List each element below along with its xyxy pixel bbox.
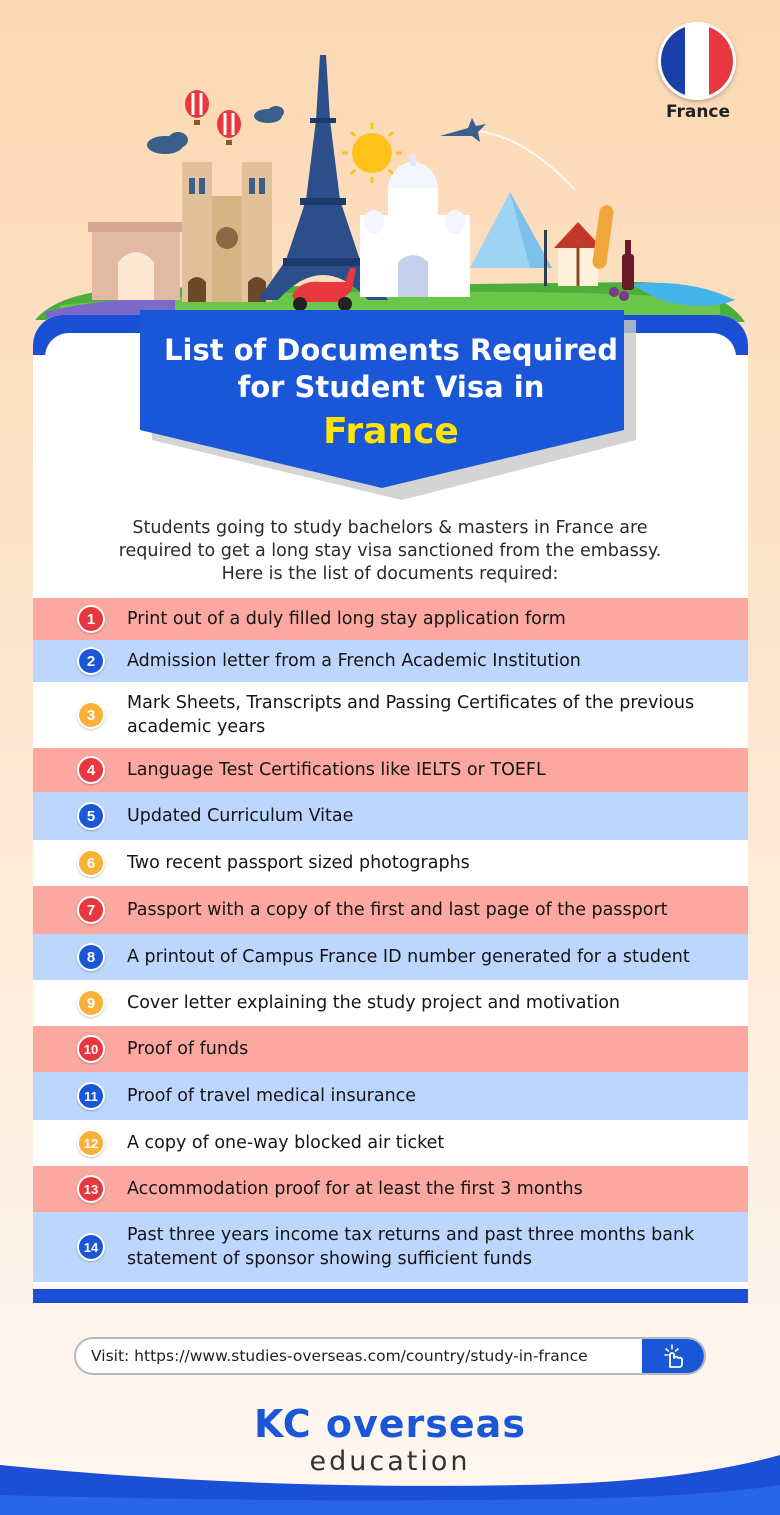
visit-button[interactable] <box>642 1337 704 1375</box>
hand-pointer-icon <box>661 1343 685 1369</box>
list-number-badge: 6 <box>77 849 105 877</box>
lamp-post <box>544 230 547 286</box>
list-item-text: Proof of funds <box>127 1039 249 1059</box>
list-item-text: Proof of travel medical insurance <box>127 1086 417 1106</box>
list-item <box>33 598 748 640</box>
title-text <box>140 332 642 458</box>
cloud-icon <box>147 106 284 154</box>
list-item-text: Cover letter explaining the study project and motivation <box>127 993 621 1013</box>
sacre-coeur <box>360 154 470 297</box>
list-item <box>33 1120 748 1166</box>
intro-line-3: Here is the list of documents required: <box>221 564 559 584</box>
list-item-text: Admission letter from a French Academic Institution <box>127 651 581 671</box>
notre-dame <box>182 162 272 302</box>
flag-blue-stripe <box>661 25 685 97</box>
list-number-badge: 5 <box>77 802 105 830</box>
list-item <box>33 1166 748 1212</box>
intro-line-1: Students going to study bachelors & masters in France are <box>132 518 648 538</box>
list-number-badge: 4 <box>77 756 105 784</box>
list-item-text: Print out of a duly filled long stay application form <box>127 609 566 629</box>
list-item <box>33 934 748 980</box>
list-number-badge: 12 <box>77 1129 105 1157</box>
arc-de-triomphe <box>88 222 184 300</box>
flag-red-stripe <box>709 25 733 97</box>
louvre-pyramid <box>470 192 552 268</box>
list-item-text: A printout of Campus France ID number generated for a student <box>127 947 690 967</box>
list-item <box>33 792 748 840</box>
title-country: France <box>323 411 459 452</box>
list-number-badge: 2 <box>77 647 105 675</box>
list-number-badge: 14 <box>77 1233 105 1261</box>
list-item <box>33 1026 748 1072</box>
list-item-text: Updated Curriculum Vitae <box>127 806 354 826</box>
footer-wave <box>0 1455 780 1515</box>
list-item <box>33 640 748 682</box>
list-item <box>33 980 748 1026</box>
intro-line-2: required to get a long stay visa sanctioned from the embassy. <box>118 541 662 561</box>
list-number-badge: 8 <box>77 943 105 971</box>
logo-brand: KC overseas <box>254 1402 526 1446</box>
list-item <box>33 1212 748 1282</box>
intro-paragraph <box>60 517 720 586</box>
list-item-text: Past three years income tax returns and past three months bank statement of sponsor showing sufficient funds <box>127 1225 695 1269</box>
list-item-text: Language Test Certifications like IELTS or TOEFL <box>127 760 546 780</box>
list-number-badge: 1 <box>77 605 105 633</box>
card-bottom-bar <box>33 1289 748 1303</box>
france-flag-badge <box>658 22 738 122</box>
list-number-badge: 7 <box>77 896 105 924</box>
visit-link-bar[interactable] <box>74 1337 706 1375</box>
list-item-text: Mark Sheets, Transcripts and Passing Certificates of the previous academic years <box>127 693 695 737</box>
list-item <box>33 1072 748 1120</box>
list-item <box>33 840 748 886</box>
list-item-text: Accommodation proof for at least the first 3 months <box>127 1179 583 1199</box>
document-list <box>33 598 748 1282</box>
list-number-badge: 3 <box>77 701 105 729</box>
france-flag-icon <box>658 22 736 100</box>
hot-air-balloon-icon <box>185 90 241 145</box>
list-item-text: Two recent passport sized photographs <box>127 853 470 873</box>
list-item-text: A copy of one-way blocked air ticket <box>127 1133 445 1153</box>
flag-label: France <box>665 102 731 122</box>
list-number-badge: 10 <box>77 1035 105 1063</box>
visit-url-text[interactable]: Visit: https://www.studies-overseas.com/country/study-in-france <box>91 1347 588 1365</box>
flag-white-stripe <box>685 25 709 97</box>
list-item <box>33 886 748 934</box>
list-item <box>33 748 748 792</box>
airplane-icon <box>440 118 575 190</box>
title-line-2: for Student Visa in <box>237 370 545 404</box>
list-item-text: Passport with a copy of the first and last page of the passport <box>127 900 668 920</box>
list-item <box>33 682 748 748</box>
list-number-badge: 11 <box>77 1082 105 1110</box>
list-number-badge: 9 <box>77 989 105 1017</box>
list-number-badge: 13 <box>77 1175 105 1203</box>
logo-sub: education <box>309 1446 471 1477</box>
title-line-1: List of Documents Required <box>164 333 618 367</box>
